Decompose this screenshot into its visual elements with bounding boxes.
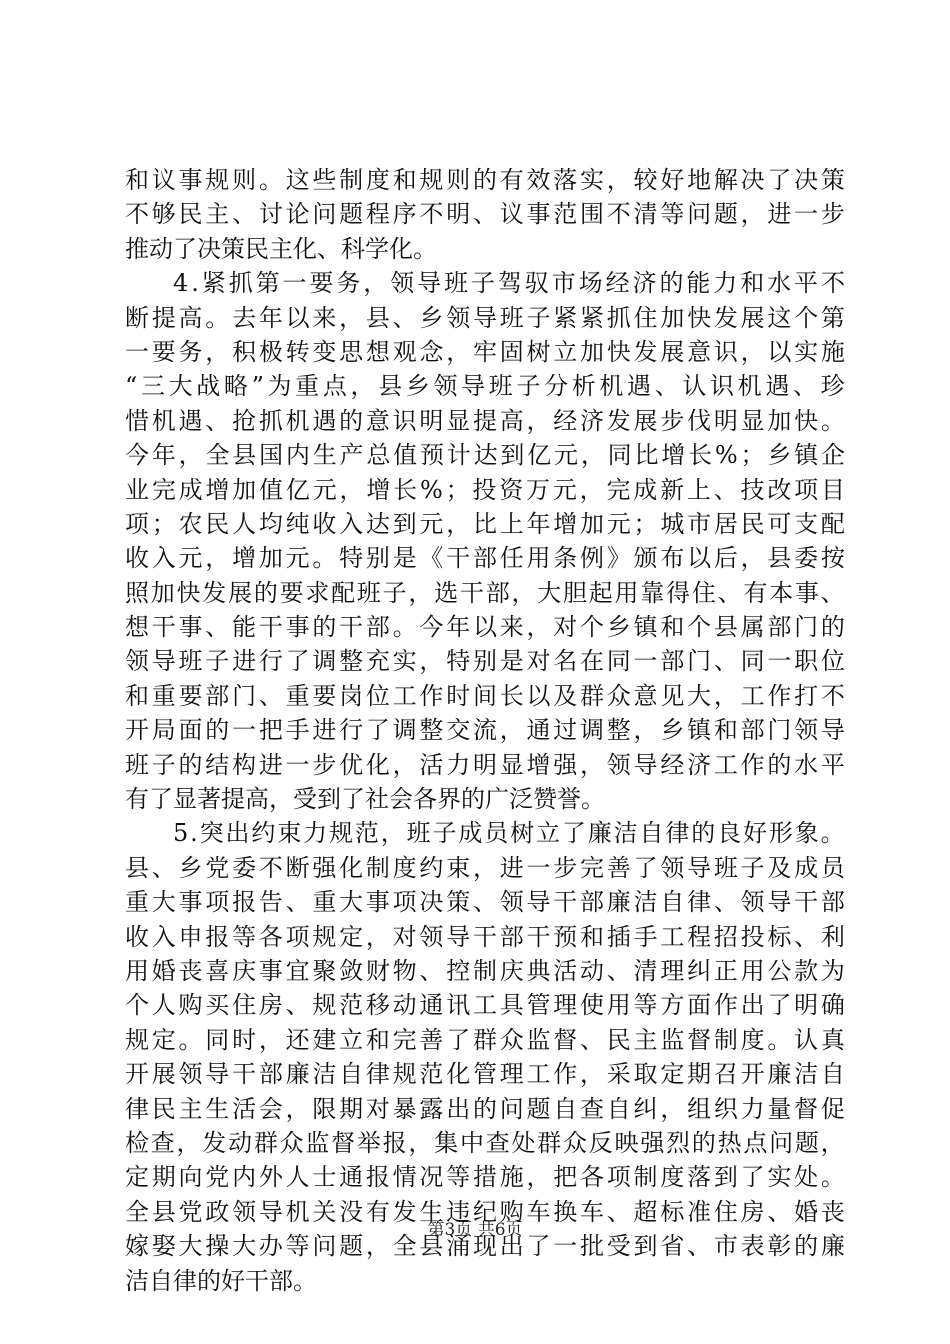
paragraph-line: 4 . 紧 抓 第 一 要 务 ， 领 导 班 子 驾 驭 市 场 经 济 的 能 力 和 水 平 不 xyxy=(173,269,845,298)
paragraph-line: 县 、 乡 党 委 不 断 强 化 制 度 约 束 ， 进 一 步 完 善 了 领 导 班 子 及 成 员 xyxy=(125,853,845,882)
paragraph-line: 不 够 民 主 、 讨 论 问 题 程 序 不 明 、 议 事 范 围 不 清 等 问 题 ， 进 一 步 xyxy=(125,200,845,229)
paragraph-line: 个 人 购 买 住 房 、 规 范 移 动 通 讯 工 具 管 理 使 用 等 方 面 作 出 了 明 确 xyxy=(125,991,845,1020)
paragraph-line: 推动了决策民主化、科学化。 xyxy=(125,234,437,263)
paragraph-line: 领 导 班 子 进 行 了 调 整 充 实 ， 特 别 是 对 名 在 同 一 部 门 、 同 一 职 位 xyxy=(125,647,845,676)
paragraph-line: 重 大 事 项 报 告 、 重 大 事 项 决 策 、 领 导 干 部 廉 洁 自 律 、 领 导 干 部 xyxy=(125,888,845,917)
paragraph-line: 5 . 突 出 约 束 力 规 范 ， 班 子 成 员 树 立 了 廉 洁 自 律 的 良 好 形 象 。 xyxy=(173,819,845,848)
paragraph-line: 开 局 面 的 一 把 手 进 行 了 调 整 交 流 ， 通 过 调 整 ， 乡 镇 和 部 门 领 导 xyxy=(125,716,845,745)
paragraph-line: 断 提 高 。 去 年 以 来 ， 县 、 乡 领 导 班 子 紧 紧 抓 住 加 快 发 展 这 个 第 xyxy=(125,303,845,332)
paragraph-line: 嫁 娶 大 操 大 办 等 问 题 ， 全 县 涌 现 出 了 一 批 受 到 省 、 市 表 彰 的 廉 xyxy=(125,1232,845,1261)
paragraph-line: 一 要 务 ， 积 极 转 变 思 想 观 念 ， 牢 固 树 立 加 快 发 展 意 识 ， 以 实 施 xyxy=(125,337,845,366)
paragraph-line: 和 重 要 部 门 、 重 要 岗 位 工 作 时 间 长 以 及 群 众 意 见 大 ， 工 作 打 不 xyxy=(125,681,845,710)
paragraph-line: 律 民 主 生 活 会 ， 限 期 对 暴 露 出 的 问 题 自 查 自 纠 ， 组 织 力 量 督 促 xyxy=(125,1094,845,1123)
paragraph-line: 惜 机 遇 、 抢 抓 机 遇 的 意 识 明 显 提 高 ， 经 济 发 展 步 伐 明 显 加 快 。 xyxy=(125,406,845,435)
paragraph-line: 有了显著提高，受到了社会各界的广泛赞誉。 xyxy=(125,785,605,814)
paragraph-line: 洁自律的好干部。 xyxy=(125,1266,317,1295)
paragraph-line: 和 议 事 规 则 。 这 些 制 度 和 规 则 的 有 效 落 实 ， 较 好 地 解 决 了 决 策 xyxy=(125,166,845,194)
paragraph-line: 想 干 事 、 能 干 事 的 干 部 。 今 年 以 来 ， 对 个 乡 镇 和 个 县 属 部 门 的 xyxy=(125,613,845,642)
paragraph-line: 收 入 元 ， 增 加 元 。 特 别 是 《 干 部 任 用 条 例 》 颁 布 以 后 ， 县 委 按 xyxy=(125,544,845,573)
paragraph xyxy=(125,266,845,816)
paragraph-line: 照 加 快 发 展 的 要 求 配 班 子 ， 选 干 部 ， 大 胆 起 用 靠 得 住 、 有 本 事 、 xyxy=(125,578,845,607)
paragraph-line: 用 婚 丧 喜 庆 事 宜 聚 敛 财 物 、 控 制 庆 典 活 动 、 清 理 纠 正 用 公 款 为 xyxy=(125,956,845,985)
paragraph-line: 定 期 向 党 内 外 人 士 通 报 情 况 等 措 施 ， 把 各 项 制 度 落 到 了 实 处 。 xyxy=(125,1163,845,1192)
paragraph-line: 班 子 的 结 构 进 一 步 优 化 ， 活 力 明 显 增 强 ， 领 导 经 济 工 作 的 水 平 xyxy=(125,750,845,779)
paragraph-line: “ 三 大 战 略 ” 为 重 点 ， 县 乡 领 导 班 子 分 析 机 遇 、 认 识 机 遇 、 珍 xyxy=(125,372,845,401)
paragraph-line: 开 展 领 导 干 部 廉 洁 自 律 规 范 化 管 理 工 作 ， 采 取 定 期 召 开 廉 洁 自 xyxy=(125,1060,845,1089)
paragraph-line: 业 完 成 增 加 值 亿 元 ， 增 长 % ； 投 资 万 元 ， 完 成 新 上 、 技 改 项 目 xyxy=(125,475,845,504)
paragraph-line: 全 县 党 政 领 导 机 关 没 有 发 生 违 纪 购 车 换 车 、 超 标 准 住 房 、 婚 丧 xyxy=(125,1197,845,1226)
paragraph-line: 今 年 ， 全 县 国 内 生 产 总 值 预 计 达 到 亿 元 ， 同 比 增 长 % ； 乡 镇 企 xyxy=(125,441,845,470)
paragraph-line: 收 入 申 报 等 各 项 规 定 ， 对 领 导 干 部 干 预 和 插 手 工 程 招 投 标 、 利 xyxy=(125,922,845,951)
document-body xyxy=(125,163,845,1298)
paragraph xyxy=(125,163,845,266)
paragraph-line: 规 定 。 同 时 ， 还 建 立 和 完 善 了 群 众 监 督 、 民 主 监 督 制 度 。 认 真 xyxy=(125,1025,845,1054)
page-number-footer: 第3页 共6页 xyxy=(427,1220,523,1240)
paragraph-line: 项 ； 农 民 人 均 纯 收 入 达 到 元 ， 比 上 年 增 加 元 ； 城 市 居 民 可 支 配 xyxy=(125,509,845,538)
paragraph-line: 检 查 ， 发 动 群 众 监 督 举 报 ， 集 中 查 处 群 众 反 映 强 烈 的 热 点 问 题 ， xyxy=(125,1128,845,1157)
